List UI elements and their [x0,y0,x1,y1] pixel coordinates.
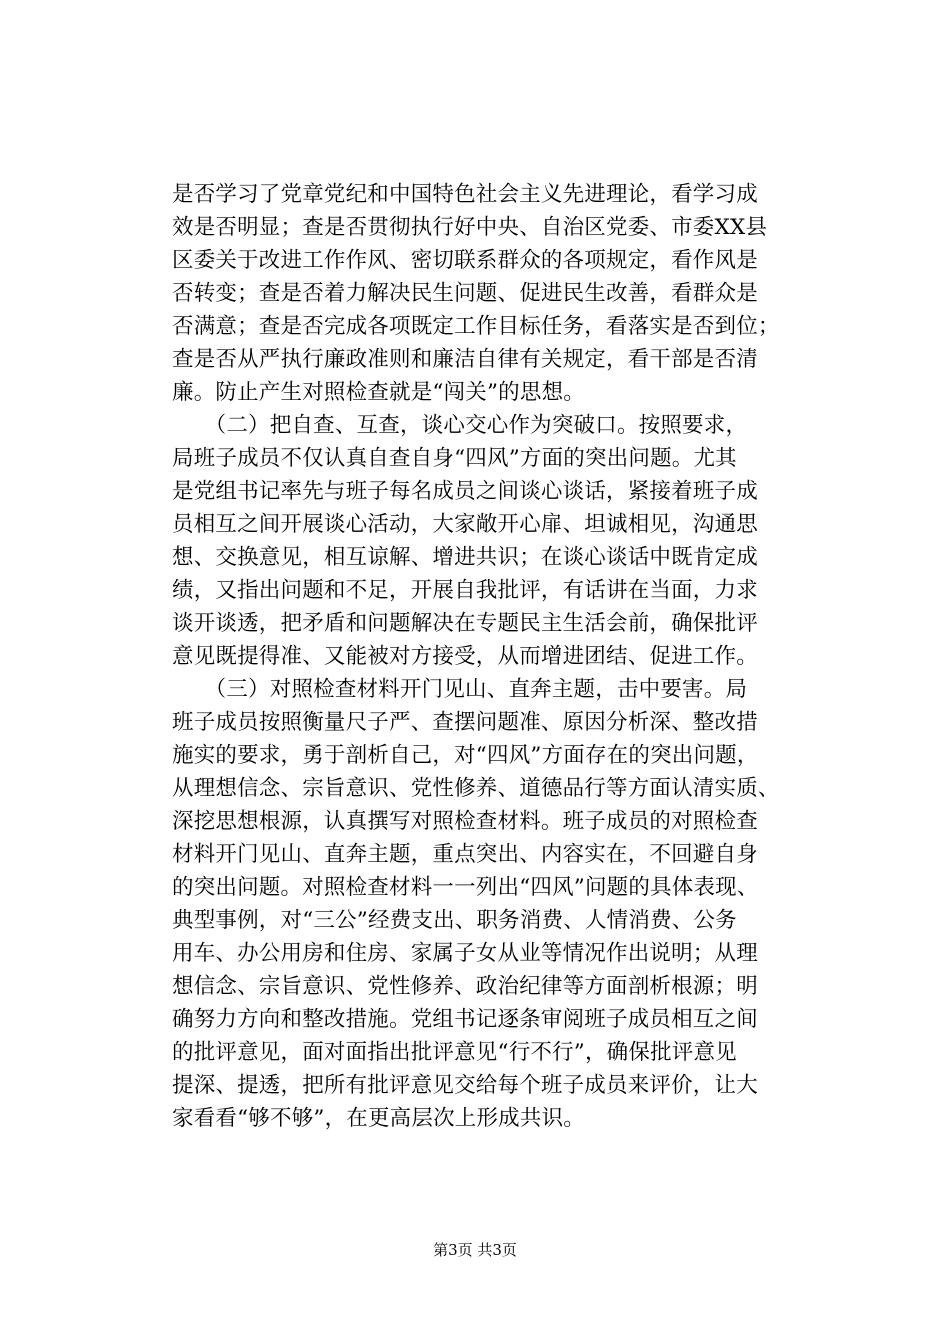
text-line: 深挖思想根源，认真撰写对照检查材料。班子成员的对照检查 [172,809,758,834]
text-line: 意见既提得准、又能被对方接受，从而增进团结、促进工作。 [172,644,758,669]
text-line: 用车、办公用房和住房、家属子女从业等情况作出说明；从理 [172,941,758,966]
text-line: 员相互之间开展谈心活动，大家敞开心扉、坦诚相见，沟通思 [172,512,758,537]
text-line: 否转变；查是否着力解决民生问题、促进民生改善，看群众是 [172,281,758,306]
text-line: 材料开门见山、直奔主题，重点突出、内容实在，不回避自身 [172,842,758,867]
text-line: 的批评意见，面对面指出批评意见“行不行”，确保批评意见 [172,1040,737,1065]
text-line: 提深、提透，把所有批评意见交给每个班子成员来评价，让大 [172,1073,758,1098]
text-line: 班子成员按照衡量尺子严、查摆问题准、原因分析深、整改措 [172,710,758,735]
text-line: 想、交换意见，相互谅解、增进共识；在谈心谈话中既肯定成 [172,545,758,570]
text-line: 否满意；查是否完成各项既定工作目标任务，看落实是否到位； [172,314,780,339]
text-line: 从理想信念、宗旨意识、党性修养、道德品行等方面认清实质、 [172,776,780,801]
page-number-footer: 第3页 共3页 [433,1241,517,1259]
text-line: 效是否明显；查是否贯彻执行好中央、自治区党委、市委XX县 [172,215,768,240]
text-line: 廉。防止产生对照检查就是“闯关”的思想。 [172,380,585,405]
text-line: 想信念、宗旨意识、党性修养、政治纪律等方面剖析根源；明 [172,974,758,999]
text-line: （二）把自查、互查，谈心交心作为突破口。按照要求， [172,413,748,438]
text-line: 查是否从严执行廉政准则和廉洁自律有关规定，看干部是否清 [172,347,758,372]
text-line: （三）对照检查材料开门见山、直奔主题，击中要害。局 [172,677,748,702]
text-line: 是否学习了党章党纪和中国特色社会主义先进理论，看学习成 [172,182,758,207]
text-line: 谈开谈透，把矛盾和问题解决在专题民主生活会前，确保批评 [172,611,758,636]
text-line: 的突出问题。对照检查材料一一列出“四风”问题的具体表现、 [172,875,759,900]
document-body [172,178,827,1135]
text-line: 绩，又指出问题和不足，开展自我批评，有话讲在当面，力求 [172,578,758,603]
text-line: 是党组书记率先与班子每名成员之间谈心谈话，紧接着班子成 [172,479,758,504]
text-line: 典型事例，对“三公”经费支出、职务消费、人情消费、公务 [172,908,737,933]
text-line: 局班子成员不仅认真自查自身“四风”方面的突出问题。尤其 [172,446,737,471]
text-line: 区委关于改进工作作风、密切联系群众的各项规定，看作风是 [172,248,758,273]
text-line: 施实的要求，勇于剖析自己，对“四风”方面存在的突出问题， [172,743,759,768]
text-line: 确努力方向和整改措施。党组书记逐条审阅班子成员相互之间 [172,1007,758,1032]
text-line: 家看看“够不够”，在更高层次上形成共识。 [172,1106,585,1131]
